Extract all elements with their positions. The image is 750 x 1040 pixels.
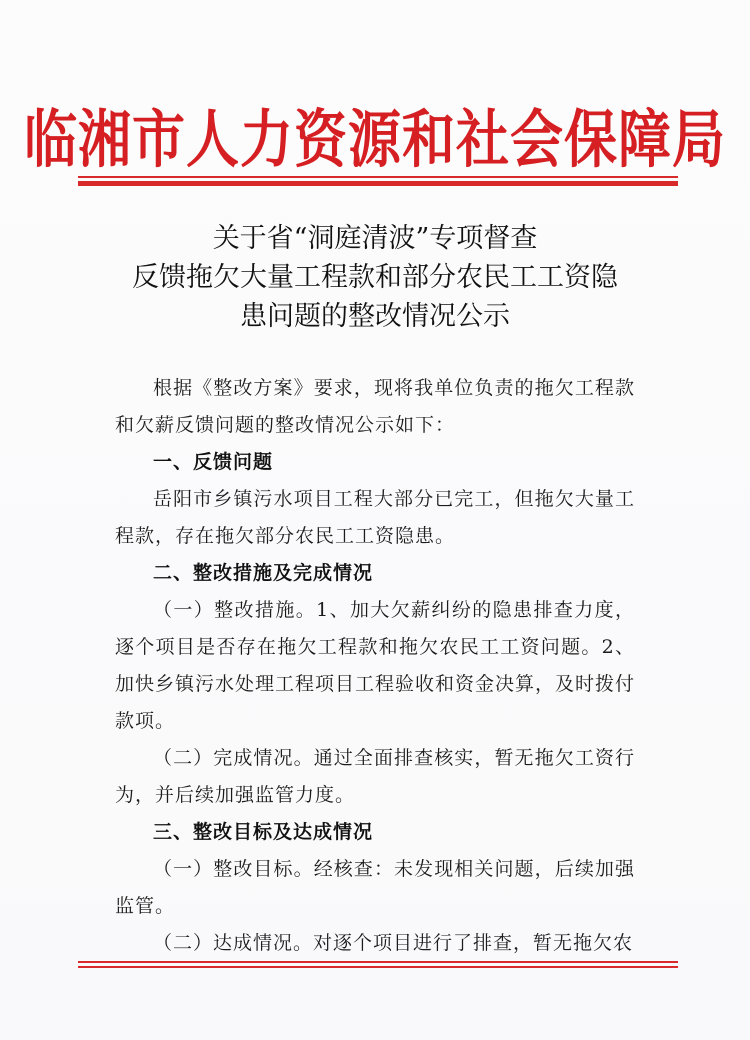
section1-body: 岳阳市乡镇污水项目工程大部分已完工，但拖欠大量工程款，存在拖欠部分农民工工资隐患。: [115, 488, 635, 547]
footer-rule-thin-2: [78, 966, 678, 968]
footer-rule-thin: [78, 961, 678, 963]
section2-completion: （二）完成情况。通过全面排查核实，暂无拖欠工资行为，并后续加强监管力度。: [115, 747, 635, 806]
section1-heading: 一、反馈问题: [153, 451, 274, 473]
document-title-line3: 患问题的整改情况公示: [240, 301, 510, 332]
section2-measures: （一）整改措施。1、加大欠薪纠纷的隐患排查力度，逐个项目是否存在拖欠工程款和拖欠农民工工资问题。2、加快乡镇污水处理工程项目工程验收和资金决算，及时拨付款项。: [115, 599, 636, 732]
section3-heading: 三、整改目标及达成情况: [153, 821, 374, 843]
document-title-line1: 关于省“洞庭清波”专项督查: [212, 223, 538, 254]
masthead-rule-thin: [78, 176, 678, 178]
document-title-line2: 反馈拖欠大量工程款和部分农民工工资隐: [132, 262, 618, 293]
section2-heading: 二、整改措施及完成情况: [153, 562, 374, 584]
masthead-title: 临湘市人力资源和社会保障局: [24, 104, 726, 177]
section3-goal: （一）整改目标。经核查：未发现相关问题，后续加强监管。: [115, 858, 635, 917]
intro-paragraph: 根据《整改方案》要求，现将我单位负责的拖欠工程款和欠薪反馈问题的整改情况公示如下：: [115, 377, 635, 436]
section3-achievement: （二）达成情况。对逐个项目进行了排查，暂无拖欠农: [153, 932, 634, 954]
masthead-rule-thick: [78, 181, 678, 186]
